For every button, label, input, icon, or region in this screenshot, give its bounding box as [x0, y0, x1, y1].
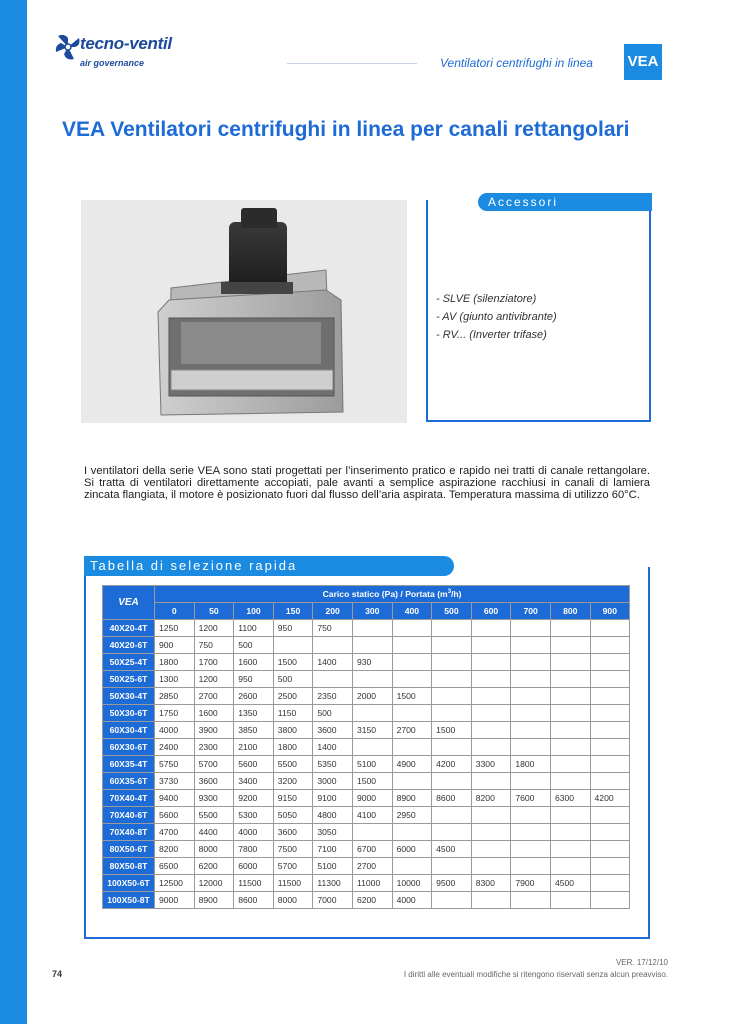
value-cell: 1800	[273, 739, 313, 756]
value-cell	[511, 841, 551, 858]
product-description: I ventilatori della serie VEA sono stati progettati per l’inserimento pratico e rapido nei tratti di canale rettangolare. Si tratta di ventilatori direttamente accopiati, pale avanti a semplice aspirazione racchiusi in canali di lamiera zincata flangiata, il motore è posizionato fuori dal flusso dell’aria aspirata. Temperatura massima di utilizzo 60°C.	[84, 465, 650, 502]
page-number: 74	[52, 969, 63, 979]
page-title: VEA Ventilatori centrifughi in linea per canali rettangolari	[62, 118, 630, 141]
value-cell: 4700	[155, 824, 195, 841]
value-cell: 5300	[234, 807, 274, 824]
accessories-heading: Accessori	[478, 193, 652, 211]
fan-unit-illustration	[81, 200, 407, 423]
value-cell	[550, 773, 590, 790]
table-column-headers	[103, 603, 630, 620]
value-cell: 2950	[392, 807, 432, 824]
table-row	[103, 739, 630, 756]
value-cell	[392, 824, 432, 841]
value-cell	[511, 858, 551, 875]
value-cell	[511, 671, 551, 688]
value-cell: 3900	[194, 722, 234, 739]
value-cell	[352, 705, 392, 722]
value-cell: 5500	[273, 756, 313, 773]
column-header: 500	[432, 603, 472, 620]
value-cell: 2850	[155, 688, 195, 705]
value-cell: 8600	[234, 892, 274, 909]
value-cell: 1400	[313, 739, 353, 756]
value-cell	[590, 620, 630, 637]
value-cell	[511, 807, 551, 824]
value-cell	[471, 688, 511, 705]
value-cell: 7600	[511, 790, 551, 807]
value-cell: 500	[313, 705, 353, 722]
value-cell: 4000	[234, 824, 274, 841]
value-cell	[550, 756, 590, 773]
value-cell	[511, 705, 551, 722]
brand-tagline: air governance	[80, 58, 145, 68]
value-cell	[392, 671, 432, 688]
accessory-item: - AV (giunto antivibrante)	[436, 311, 557, 323]
value-cell	[550, 858, 590, 875]
value-cell	[511, 722, 551, 739]
table-row	[103, 841, 630, 858]
table-row	[103, 654, 630, 671]
model-cell: 40X20-6T	[103, 637, 155, 654]
value-cell: 2500	[273, 688, 313, 705]
value-cell: 3400	[234, 773, 274, 790]
value-cell: 3300	[471, 756, 511, 773]
value-cell: 6000	[392, 841, 432, 858]
value-cell: 9000	[155, 892, 195, 909]
value-cell: 9100	[313, 790, 353, 807]
column-header: 800	[550, 603, 590, 620]
value-cell	[471, 739, 511, 756]
value-cell	[590, 654, 630, 671]
model-cell: 60X35-6T	[103, 773, 155, 790]
value-cell	[432, 688, 472, 705]
value-cell	[590, 875, 630, 892]
value-cell: 11500	[234, 875, 274, 892]
value-cell: 11300	[313, 875, 353, 892]
value-cell	[590, 688, 630, 705]
value-cell: 2400	[155, 739, 195, 756]
value-cell: 2000	[352, 688, 392, 705]
value-cell	[511, 688, 551, 705]
value-cell: 7800	[234, 841, 274, 858]
value-cell: 4900	[392, 756, 432, 773]
value-cell: 1500	[432, 722, 472, 739]
value-cell: 3800	[273, 722, 313, 739]
value-cell: 5600	[155, 807, 195, 824]
value-cell: 5500	[194, 807, 234, 824]
value-cell: 1600	[234, 654, 274, 671]
model-cell: 100X50-8T	[103, 892, 155, 909]
rights-notice: I diritti alle eventuali modifiche si ritengono riservati senza alcun preavviso.	[403, 970, 668, 979]
column-header: 300	[352, 603, 392, 620]
column-header: 600	[471, 603, 511, 620]
value-cell	[590, 892, 630, 909]
value-cell: 5100	[313, 858, 353, 875]
value-cell	[432, 671, 472, 688]
value-cell	[550, 722, 590, 739]
value-cell	[471, 620, 511, 637]
value-cell: 1350	[234, 705, 274, 722]
value-cell: 3150	[352, 722, 392, 739]
value-cell	[590, 637, 630, 654]
product-badge: VEA	[624, 44, 662, 80]
value-cell	[471, 858, 511, 875]
table-row	[103, 637, 630, 654]
value-cell	[590, 858, 630, 875]
model-cell: 100X50-6T	[103, 875, 155, 892]
value-cell	[590, 841, 630, 858]
value-cell: 12000	[194, 875, 234, 892]
value-cell	[392, 773, 432, 790]
value-cell: 5750	[155, 756, 195, 773]
value-cell	[471, 654, 511, 671]
value-cell: 1600	[194, 705, 234, 722]
value-cell: 2700	[194, 688, 234, 705]
column-header: 0	[155, 603, 195, 620]
value-cell	[432, 654, 472, 671]
value-cell	[590, 739, 630, 756]
accessories-list	[436, 290, 557, 344]
value-cell: 1500	[273, 654, 313, 671]
value-cell	[471, 671, 511, 688]
value-cell: 1700	[194, 654, 234, 671]
column-header: 700	[511, 603, 551, 620]
table-group-header: Carico statico (Pa) / Portata $(m^3/h)$	[155, 586, 630, 603]
table-row	[103, 773, 630, 790]
fan-logo-icon	[54, 30, 82, 64]
value-cell: 1800	[155, 654, 195, 671]
model-cell: 60X30-4T	[103, 722, 155, 739]
table-corner-label: VEA	[103, 586, 155, 620]
value-cell: 7500	[273, 841, 313, 858]
table-row	[103, 620, 630, 637]
table-row	[103, 790, 630, 807]
value-cell	[550, 637, 590, 654]
column-header: 150	[273, 603, 313, 620]
value-cell: 500	[273, 671, 313, 688]
value-cell: 1500	[352, 773, 392, 790]
value-cell: 4400	[194, 824, 234, 841]
value-cell	[392, 739, 432, 756]
value-cell: 12500	[155, 875, 195, 892]
value-cell: 3050	[313, 824, 353, 841]
column-header: 100	[234, 603, 274, 620]
accessory-item: - RV... (Inverter trifase)	[436, 329, 547, 341]
value-cell	[471, 637, 511, 654]
value-cell	[550, 671, 590, 688]
value-cell	[273, 637, 313, 654]
value-cell: 8900	[392, 790, 432, 807]
value-cell	[471, 824, 511, 841]
value-cell: 9400	[155, 790, 195, 807]
value-cell	[511, 773, 551, 790]
value-cell: 9300	[194, 790, 234, 807]
value-cell: 3600	[313, 722, 353, 739]
value-cell: 3730	[155, 773, 195, 790]
value-cell	[432, 739, 472, 756]
value-cell: 1300	[155, 671, 195, 688]
value-cell: 8600	[432, 790, 472, 807]
value-cell	[550, 824, 590, 841]
value-cell: 1150	[273, 705, 313, 722]
value-cell: 6200	[352, 892, 392, 909]
value-cell: 4000	[392, 892, 432, 909]
value-cell: 750	[194, 637, 234, 654]
value-cell: 4000	[155, 722, 195, 739]
value-cell: 2100	[234, 739, 274, 756]
value-cell: 2350	[313, 688, 353, 705]
value-cell: 5700	[194, 756, 234, 773]
value-cell: 1800	[511, 756, 551, 773]
header-subtitle: Ventilatori centrifughi in linea	[440, 56, 593, 70]
value-cell: 5600	[234, 756, 274, 773]
model-cell: 80X50-8T	[103, 858, 155, 875]
value-cell	[471, 722, 511, 739]
value-cell	[432, 807, 472, 824]
table-row	[103, 892, 630, 909]
value-cell: 6000	[234, 858, 274, 875]
value-cell: 8200	[471, 790, 511, 807]
value-cell: 950	[273, 620, 313, 637]
value-cell	[432, 620, 472, 637]
table-row	[103, 824, 630, 841]
value-cell	[550, 892, 590, 909]
value-cell: 500	[234, 637, 274, 654]
value-cell: 4800	[313, 807, 353, 824]
value-cell	[590, 773, 630, 790]
value-cell	[550, 739, 590, 756]
header-divider	[287, 63, 417, 64]
value-cell: 3200	[273, 773, 313, 790]
value-cell: 6300	[550, 790, 590, 807]
value-cell	[550, 807, 590, 824]
value-cell	[352, 824, 392, 841]
model-cell: 50X25-4T	[103, 654, 155, 671]
value-cell	[511, 654, 551, 671]
value-cell: 930	[352, 654, 392, 671]
value-cell	[313, 671, 353, 688]
value-cell	[313, 637, 353, 654]
value-cell: 1500	[392, 688, 432, 705]
value-cell: 8300	[471, 875, 511, 892]
value-cell	[392, 858, 432, 875]
value-cell	[392, 620, 432, 637]
selection-table-heading: Tabella di selezione rapida	[84, 556, 454, 576]
value-cell: 1100	[234, 620, 274, 637]
table-body	[103, 620, 630, 909]
value-cell: 750	[313, 620, 353, 637]
value-cell: 2700	[392, 722, 432, 739]
model-cell: 40X20-4T	[103, 620, 155, 637]
brand-logo	[54, 30, 204, 80]
value-cell	[392, 654, 432, 671]
value-cell: 3600	[194, 773, 234, 790]
value-cell: 8000	[273, 892, 313, 909]
value-cell	[432, 773, 472, 790]
value-cell	[511, 892, 551, 909]
column-header: 900	[590, 603, 630, 620]
value-cell	[511, 739, 551, 756]
value-cell: 1750	[155, 705, 195, 722]
product-photo	[81, 200, 407, 423]
table-row	[103, 807, 630, 824]
value-cell: 4100	[352, 807, 392, 824]
value-cell: 7100	[313, 841, 353, 858]
table-row	[103, 688, 630, 705]
column-header: 200	[313, 603, 353, 620]
value-cell	[471, 807, 511, 824]
value-cell: 1250	[155, 620, 195, 637]
version-label: VER. 17/12/10	[615, 958, 668, 967]
value-cell	[550, 841, 590, 858]
table-row	[103, 722, 630, 739]
value-cell	[511, 620, 551, 637]
model-cell: 60X35-4T	[103, 756, 155, 773]
value-cell: 1200	[194, 620, 234, 637]
value-cell: 3000	[313, 773, 353, 790]
value-cell: 11000	[352, 875, 392, 892]
value-cell: 2600	[234, 688, 274, 705]
value-cell	[590, 722, 630, 739]
model-cell: 50X30-6T	[103, 705, 155, 722]
value-cell: 5700	[273, 858, 313, 875]
value-cell	[590, 756, 630, 773]
value-cell	[590, 824, 630, 841]
value-cell: 9000	[352, 790, 392, 807]
left-accent-bar	[0, 0, 27, 1024]
value-cell	[432, 824, 472, 841]
value-cell: 4200	[590, 790, 630, 807]
value-cell: 9200	[234, 790, 274, 807]
value-cell	[511, 824, 551, 841]
model-cell: 70X40-6T	[103, 807, 155, 824]
value-cell: 4200	[432, 756, 472, 773]
value-cell: 5350	[313, 756, 353, 773]
accessory-item: - SLVE (silenziatore)	[436, 293, 537, 305]
value-cell: 9500	[432, 875, 472, 892]
table-row	[103, 671, 630, 688]
value-cell: 6500	[155, 858, 195, 875]
value-cell	[352, 671, 392, 688]
value-cell: 10000	[392, 875, 432, 892]
value-cell	[392, 637, 432, 654]
table-row	[103, 756, 630, 773]
value-cell: 4500	[550, 875, 590, 892]
value-cell: 2700	[352, 858, 392, 875]
selection-table	[102, 585, 630, 909]
value-cell	[550, 654, 590, 671]
value-cell	[550, 620, 590, 637]
model-cell: 80X50-6T	[103, 841, 155, 858]
value-cell: 3850	[234, 722, 274, 739]
value-cell: 5100	[352, 756, 392, 773]
value-cell	[432, 637, 472, 654]
value-cell: 1400	[313, 654, 353, 671]
brand-name: tecno-ventil	[80, 34, 172, 53]
column-header: 400	[392, 603, 432, 620]
value-cell	[471, 705, 511, 722]
value-cell: 8000	[194, 841, 234, 858]
value-cell	[352, 739, 392, 756]
value-cell: 7900	[511, 875, 551, 892]
model-cell: 70X40-8T	[103, 824, 155, 841]
model-cell: 50X30-4T	[103, 688, 155, 705]
value-cell	[590, 807, 630, 824]
model-cell: 50X25-6T	[103, 671, 155, 688]
value-cell: 4500	[432, 841, 472, 858]
value-cell: 8200	[155, 841, 195, 858]
value-cell: 900	[155, 637, 195, 654]
value-cell: 3600	[273, 824, 313, 841]
column-header: 50	[194, 603, 234, 620]
value-cell: 950	[234, 671, 274, 688]
value-cell	[471, 773, 511, 790]
value-cell	[471, 892, 511, 909]
value-cell	[432, 705, 472, 722]
value-cell: 6200	[194, 858, 234, 875]
table-row	[103, 705, 630, 722]
value-cell: 1200	[194, 671, 234, 688]
model-cell: 60X30-6T	[103, 739, 155, 756]
model-cell: 70X40-4T	[103, 790, 155, 807]
value-cell	[550, 705, 590, 722]
value-cell: 5050	[273, 807, 313, 824]
value-cell	[590, 705, 630, 722]
value-cell	[432, 892, 472, 909]
value-cell	[550, 688, 590, 705]
value-cell	[352, 637, 392, 654]
table-row	[103, 875, 630, 892]
value-cell	[471, 841, 511, 858]
value-cell: 2300	[194, 739, 234, 756]
value-cell	[511, 637, 551, 654]
value-cell: 6700	[352, 841, 392, 858]
value-cell: 7000	[313, 892, 353, 909]
value-cell: 9150	[273, 790, 313, 807]
table-row	[103, 858, 630, 875]
value-cell	[392, 705, 432, 722]
value-cell	[432, 858, 472, 875]
value-cell: 11500	[273, 875, 313, 892]
value-cell	[590, 671, 630, 688]
value-cell: 8900	[194, 892, 234, 909]
value-cell	[352, 620, 392, 637]
